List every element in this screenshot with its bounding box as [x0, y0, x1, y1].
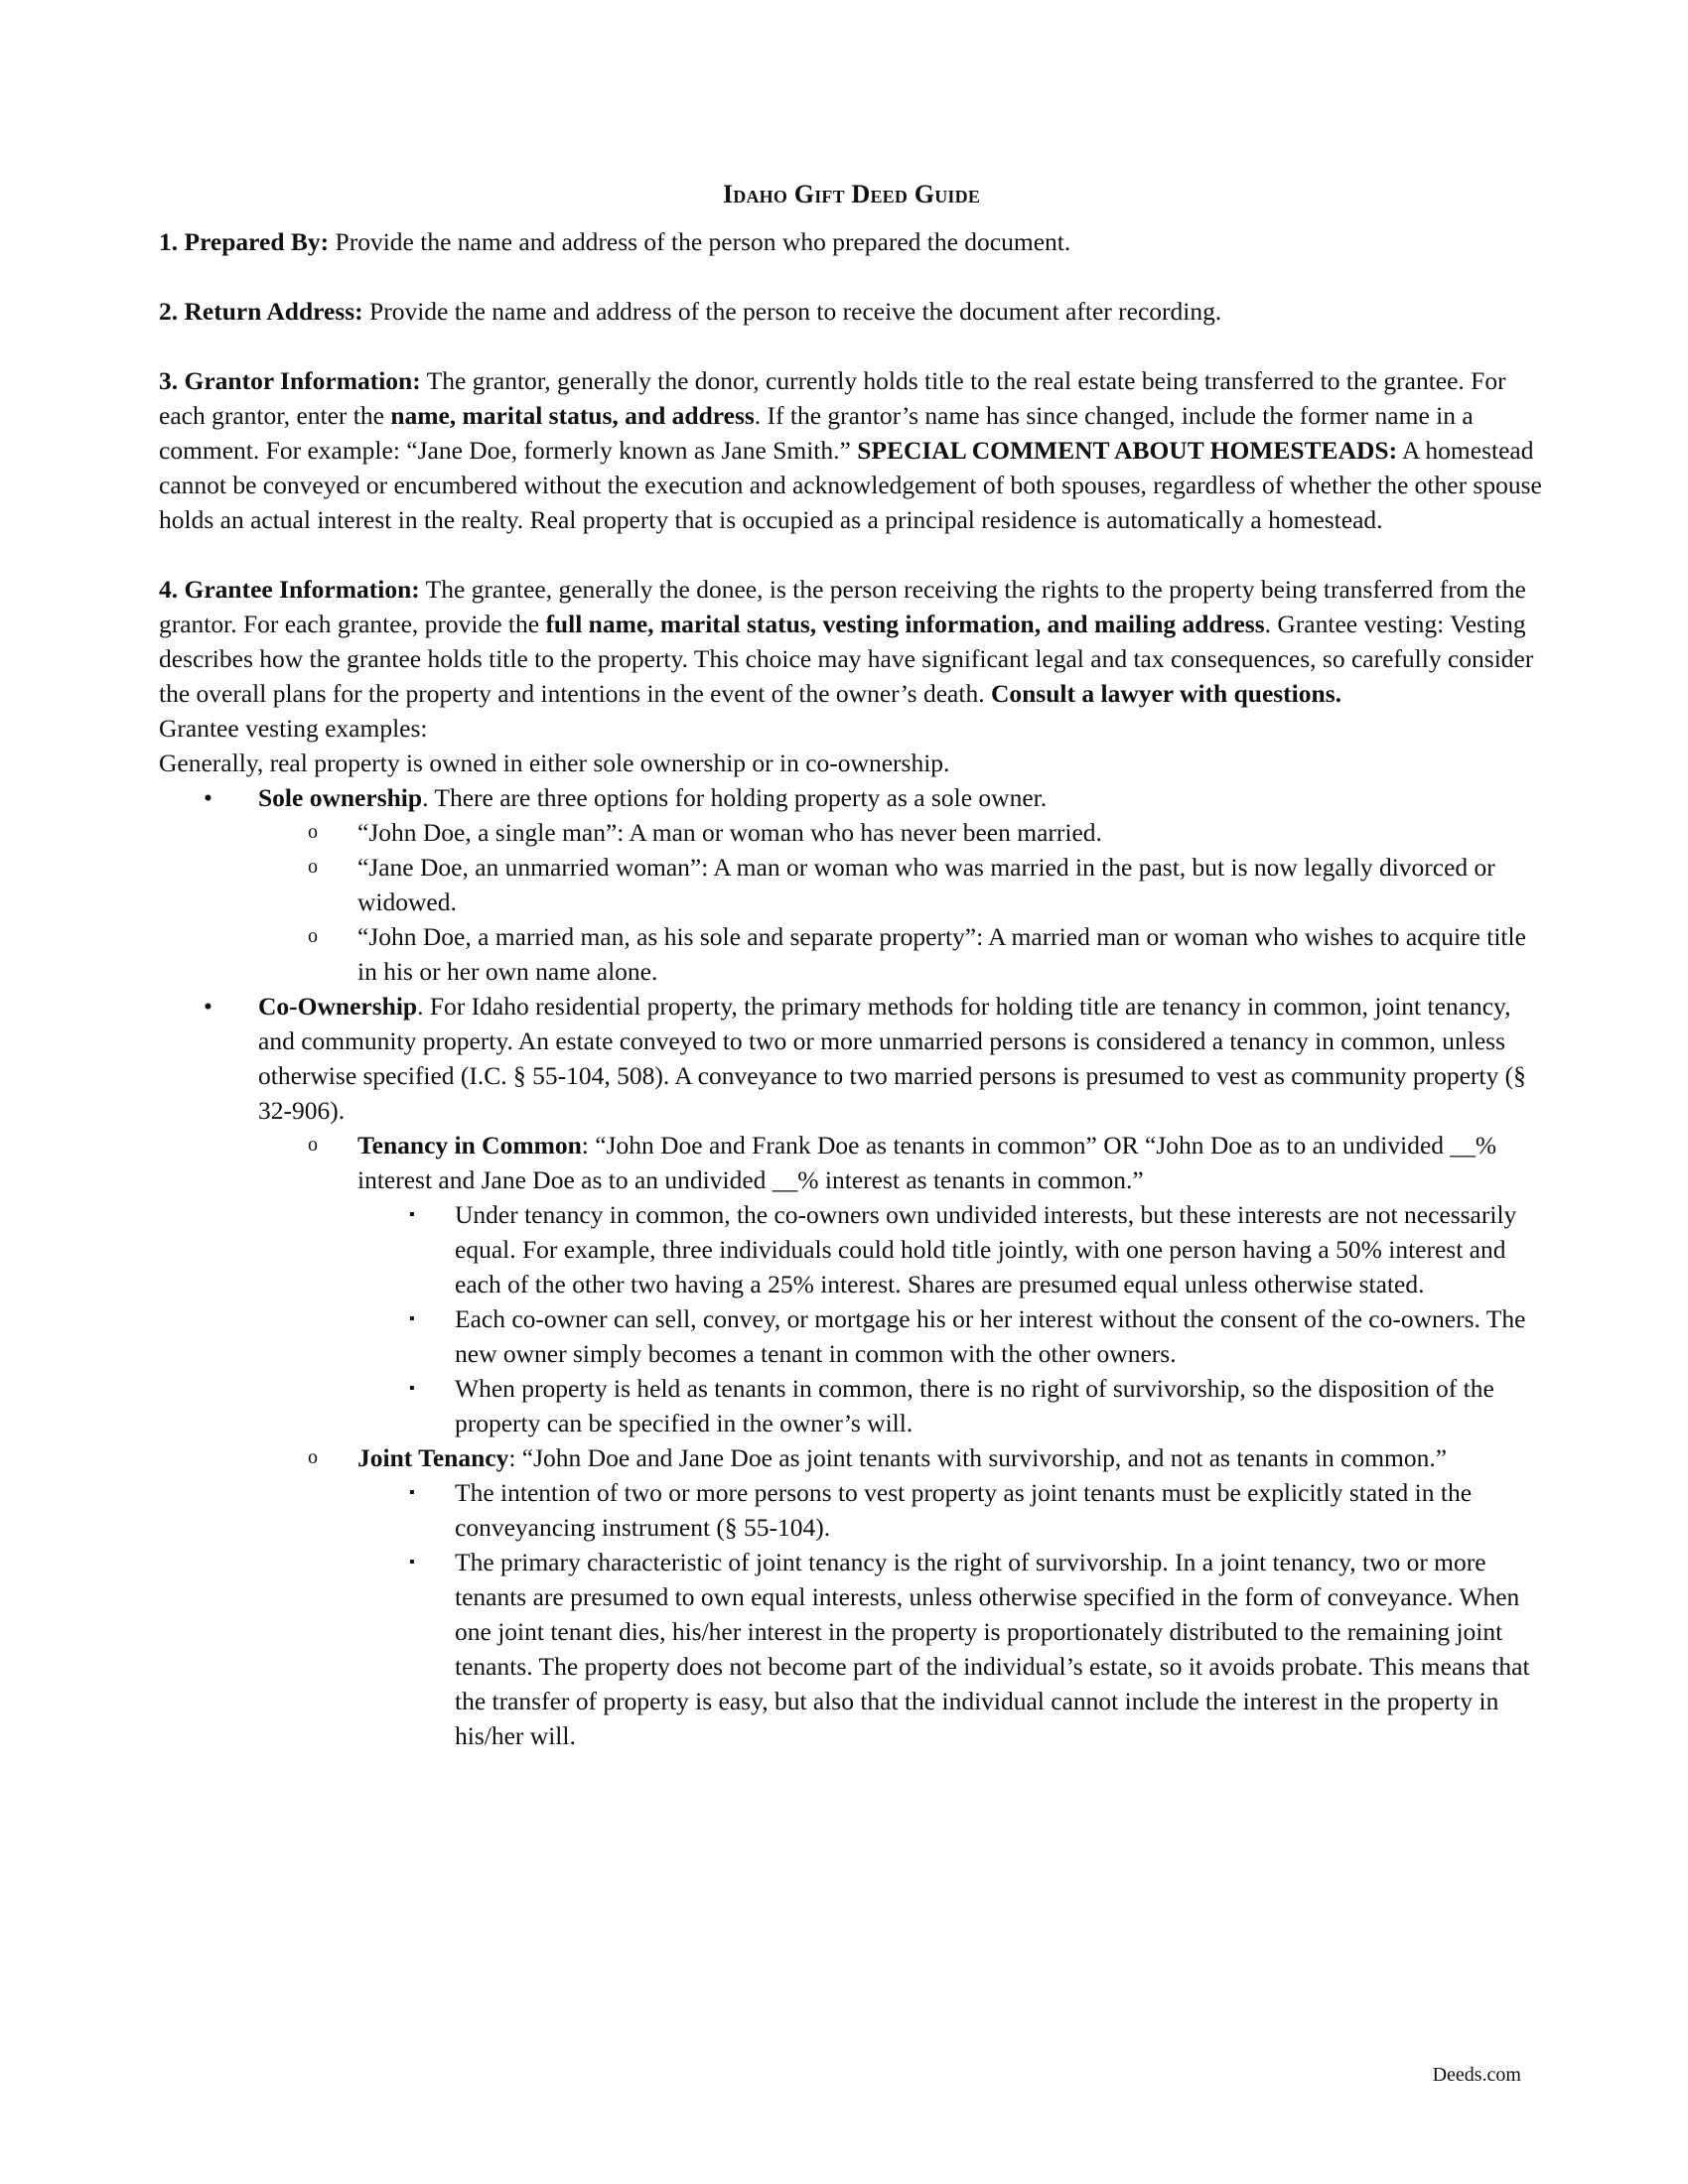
- tenancy-in-common-details: [357, 1197, 1544, 1440]
- list-item: ▪ When property is held as tenants in common, there is no right of survivorship, so the disposition of the property can be specified in the owner’s will.: [357, 1371, 1544, 1440]
- section-label: 1. Prepared By:: [159, 227, 330, 256]
- section-label: 2. Return Address:: [159, 297, 363, 326]
- ownership-intro: Generally, real property is owned in either sole ownership or in co-ownership.: [159, 749, 950, 777]
- bullet-marker: •: [204, 992, 212, 1021]
- section-grantor-information: 3. Grantor Information: The grantor, generally the donor, currently holds title to the real estate being transferred to the grantee. For each grantor, enter the name, marital status, and address. If the grantor’s name has since changed, include the former name in a comment. For example: “Jane Doe, formerly known as Jane Smith.” SPECIAL COMMENT ABOUT HOMESTEADS: A homestead cannot be conveyed or encumbered without the execution and acknowledgement of both spouses, regardless of whether the other spouse holds an actual interest in the realty. Real property that is occupied as a principal residence is automatically a homestead.: [159, 366, 1542, 534]
- list-item-tenancy-in-common: o Tenancy in Common: “John Doe and Frank Doe as tenants in common” OR “John Doe as to an undivided __% interest and Jane Doe as to an undivided __% interest as tenants in common.” ▪ Under tenancy in common, the co-owners own undivided interests, but these interests are not necessarily equal. For example, three individuals could hold title jointly, with one person having a 50% interest and each of the other two having a 25% interest. Shares are presumed equal unless otherwise stated. ▪ Each co-owner can sell, convey, or mortgage his or her interest without the consent of the co-owners. The new owner simply becomes a tenant in common with the other owners. ▪ When property is held as tenants in common, there is no right of survivorship, so the disposition of the property can be specified in the owner’s will.: [258, 1128, 1544, 1440]
- section-label: 3. Grantor Information:: [159, 366, 421, 395]
- section-prepared-by: 1. Prepared By: Provide the name and address of the person who prepared the document.: [159, 227, 1071, 256]
- section-label: 4. Grantee Information:: [159, 575, 420, 604]
- list-item-sole-ownership: • Sole ownership. There are three options for holding property as a sole owner. o “John Doe, a single man”: A man or woman who has never been married. o “Jane Doe, an unmarried woman”: A man or woman who was married in the past, but is now legally divorced or widowed. o “John Doe, a married man, as his sole and separate property”: A married man or woman who wishes to acquire title in his or her own name alone.: [159, 780, 1544, 989]
- document-body: [159, 177, 1544, 1753]
- circle-marker: o: [308, 1446, 318, 1468]
- joint-tenancy-details: [357, 1475, 1544, 1753]
- square-marker: ▪: [409, 1380, 415, 1397]
- square-marker: ▪: [409, 1554, 415, 1570]
- square-marker: ▪: [409, 1206, 415, 1223]
- list-item-co-ownership: • Co-Ownership. For Idaho residential property, the primary methods for holding title are tenancy in common, joint tenancy, and community property. An estate conveyed to two or more unmarried persons is considered a tenancy in common, unless otherwise specified (I.C. § 55-104, 508). A conveyance to two married persons is presumed to vest as community property (§ 32-906). o Tenancy in Common: “John Doe and Frank Doe as tenants in common” OR “John Doe as to an undivided __% interest and Jane Doe as to an undivided __% interest as tenants in common.” ▪ Under tenancy in common, the co-owners own undivided interests, but these interests are not necessarily equal. For example, three individuals could hold title jointly, with one person having a 50% interest and each of the other two having a 25% interest. Shares are presumed equal unless otherwise stated. ▪ Each co-owner can sell, convey, or mortgage his or her interest without the consent of the co-owners. The new owner simply becomes a tenant in common with the other owners. ▪ When property is held as tenants in common, there is no right of survivorship, so the disposition of the property can be specified in the owner’s will. o Joint Tenancy: “John Doe and Jane Doe as joint tenants with survivorship, and not as tenants in common.” ▪ The intention of two or more persons to vest property as joint tenants must be explicitly stated in the conveyancing instrument (§ 55-104). ▪ The primary characteristic of joint tenancy is the right of survivorship. In a joint tenancy, two or more tenants are presumed to own equal interests, unless otherwise specified in the form of conveyance. When one joint tenant dies, his/her interest in the property is proportionately distributed to the remaining joint tenants. The property does not become part of the individual’s estate, so it avoids probate. This means that the transfer of property is easy, but also that the individual cannot include the interest in the property in his/her will.: [159, 989, 1544, 1753]
- page-title: Idaho Gift Deed Guide: [722, 180, 981, 208]
- circle-marker: o: [308, 1134, 318, 1156]
- list-item: ▪ Each co-owner can sell, convey, or mortgage his or her interest without the consent of the co-owners. The new owner simply becomes a tenant in common with the other owners.: [357, 1301, 1544, 1371]
- square-marker: ▪: [409, 1484, 415, 1501]
- list-item: o “John Doe, a single man”: A man or woman who has never been married.: [258, 815, 1544, 850]
- list-item: ▪ The intention of two or more persons to vest property as joint tenants must be explicitly stated in the conveyancing instrument (§ 55-104).: [357, 1475, 1544, 1545]
- bullet-marker: •: [204, 783, 212, 812]
- footer-site-name: Deeds.com: [1432, 2064, 1521, 2086]
- circle-marker: o: [308, 821, 318, 843]
- sole-ownership-options: [258, 815, 1544, 989]
- list-item: ▪ The primary characteristic of joint tenancy is the right of survivorship. In a joint tenancy, two or more tenants are presumed to own equal interests, unless otherwise specified in the form of conveyance. When one joint tenant dies, his/her interest in the property is proportionately distributed to the remaining joint tenants. The property does not become part of the individual’s estate, so it avoids probate. This means that the transfer of property is easy, but also that the individual cannot include the interest in the property in his/her will.: [357, 1545, 1544, 1753]
- section-return-address: 2. Return Address: Provide the name and address of the person to receive the document after recording.: [159, 297, 1222, 326]
- ownership-list: [159, 780, 1544, 1753]
- co-ownership-options: [258, 1128, 1544, 1753]
- section-grantee-information: 4. Grantee Information: The grantee, generally the donee, is the person receiving the rights to the property being transferred from the grantor. For each grantee, provide the full name, marital status, vesting information, and mailing address. Grantee vesting: Vesting describes how the grantee holds title to the property. This choice may have significant legal and tax consequences, so carefully consider the overall plans for the property and intentions in the event of the owner’s death. Consult a lawyer with questions.: [159, 575, 1534, 708]
- list-item: o “Jane Doe, an unmarried woman”: A man or woman who was married in the past, but is now legally divorced or widowed.: [258, 850, 1544, 919]
- list-item: ▪ Under tenancy in common, the co-owners own undivided interests, but these interests are not necessarily equal. For example, three individuals could hold title jointly, with one person having a 50% interest and each of the other two having a 25% interest. Shares are presumed equal unless otherwise stated.: [357, 1197, 1544, 1301]
- vesting-examples-heading: Grantee vesting examples:: [159, 714, 428, 743]
- list-item: o “John Doe, a married man, as his sole and separate property”: A married man or woman who wishes to acquire title in his or her own name alone.: [258, 919, 1544, 989]
- square-marker: ▪: [409, 1310, 415, 1327]
- circle-marker: o: [308, 856, 318, 878]
- list-item-joint-tenancy: o Joint Tenancy: “John Doe and Jane Doe as joint tenants with survivorship, and not as tenants in common.” ▪ The intention of two or more persons to vest property as joint tenants must be explicitly stated in the conveyancing instrument (§ 55-104). ▪ The primary characteristic of joint tenancy is the right of survivorship. In a joint tenancy, two or more tenants are presumed to own equal interests, unless otherwise specified in the form of conveyance. When one joint tenant dies, his/her interest in the property is proportionately distributed to the remaining joint tenants. The property does not become part of the individual’s estate, so it avoids probate. This means that the transfer of property is easy, but also that the individual cannot include the interest in the property in his/her will.: [258, 1440, 1544, 1753]
- circle-marker: o: [308, 925, 318, 947]
